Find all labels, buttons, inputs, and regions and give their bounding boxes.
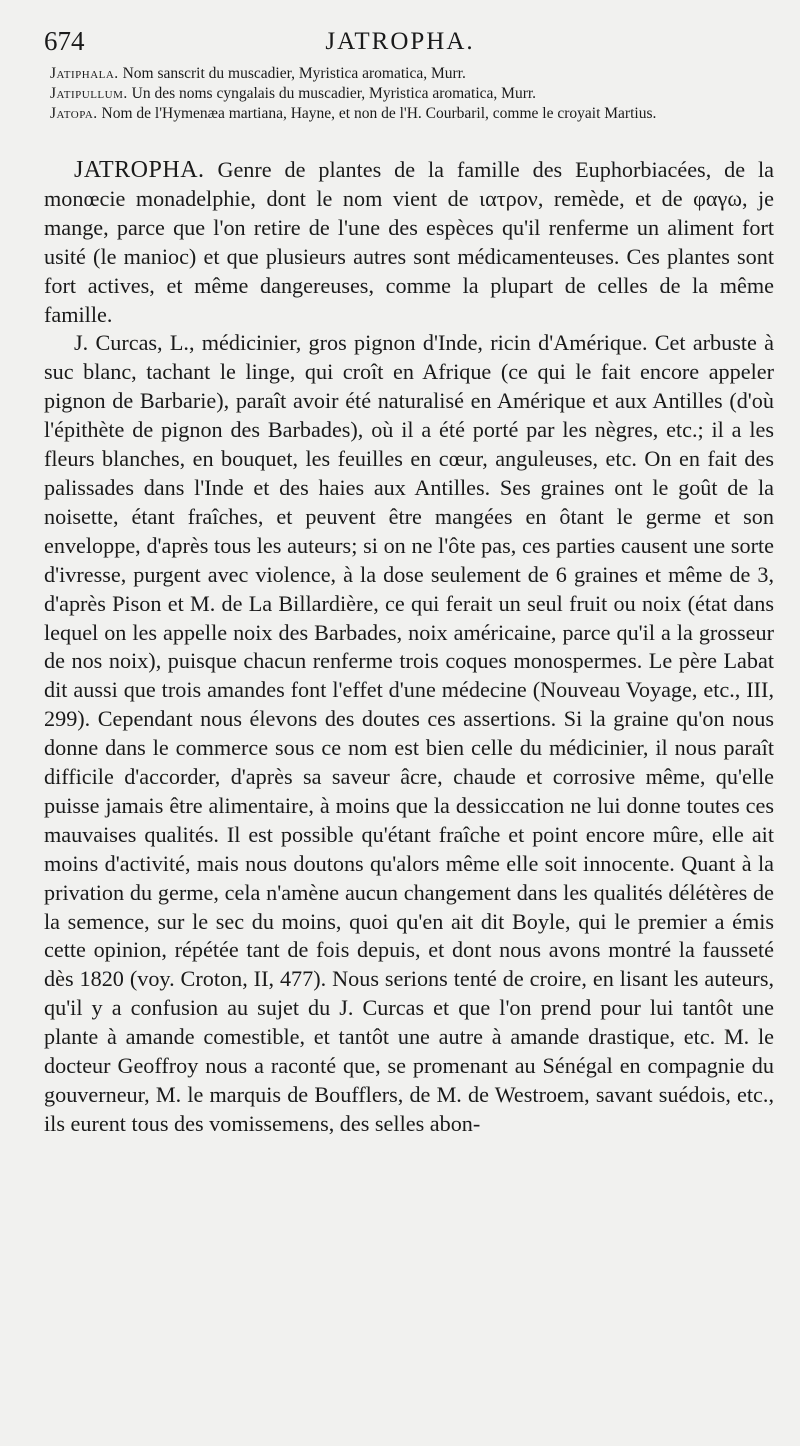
entry-term: Jatiphala. (50, 65, 119, 82)
paragraph-genre (44, 156, 774, 329)
paragraph-text: Genre de plantes de la famille des Euphorbiacées, de la monœcie monadelphie, dont le nom vient de ιατρον, remède, et de φαγω, je mange, parce que l'on retire de l'une des espèces qu'il renferme un aliment fort usité (le manioc) et que plusieurs autres sont médicamenteuses. Ces plantes sont fort actives, et même dangereuses, comme la plupart de celles de la même famille. (44, 157, 774, 327)
entry-jatiphala (50, 64, 770, 84)
entry-text: Nom sanscrit du muscadier, Myristica aromatica, Murr. (122, 65, 466, 82)
main-entry-jatropha (44, 156, 774, 1139)
entry-jatipullum (50, 84, 770, 104)
minor-entries (50, 64, 770, 124)
entry-term: Jatopa. (50, 105, 98, 122)
entry-term: Jatipullum. (50, 85, 128, 102)
paragraph-curcas: J. Curcas, L., médicinier, gros pignon d'Inde, ricin d'Amérique. Cet arbuste à suc blanc, tachant le linge, qui croît en Afrique (ce qui le fait encore appeler pignon de Barbarie), paraît avoir été naturalisé en Amérique et aux Antilles (d'où l'épithète de pignon des Barbades), où il a été porté par les nègres, etc.; il a les fleurs blanches, en bouquet, les feuilles en cœur, anguleuses, etc. On en fait des palissades dans l'Inde et des haies aux Antilles. Ses graines ont le goût de la noisette, étant fraîches, et peuvent être mangées en ôtant le germe et son enveloppe, d'après tous les auteurs; si on ne l'ôte pas, ces parties causent une sorte d'ivresse, purgent avec violence, à la dose seulement de 6 graines et même de 3, d'après Pison et M. de La Billardière, ce qui ferait un seul fruit ou noix (état dans lequel on les appelle noix des Barbades, noix américaine, parce qu'il a la grosseur de nos noix), puisque chacun renferme trois coques monospermes. Le père Labat dit aussi que trois amandes font l'effet d'une médecine (Nouveau Voyage, etc., III, 299). Cependant nous élevons des doutes ces assertions. Si la graine qu'on nous donne dans le commerce sous ce nom est bien celle du médicinier, il nous paraît difficile d'accorder, d'après sa saveur âcre, chaude et corrosive même, qu'elle puisse jamais être alimentaire, à moins que la dessiccation ne lui donne toutes ces mauvaises qualités. Il est possible qu'étant fraîche et point encore mûre, elle ait moins d'activité, mais nous doutons qu'alors même elle soit innocente. Quant à la privation du germe, cela n'amène aucun changement dans les qualités délétères de la semence, sur le sec du moins, quoi qu'en ait dit Boyle, qui le premier a émis cette opinion, répétée tant de fois depuis, et dont nous avons montré la fausseté dès 1820 (voy. Croton, II, 477). Nous serions tenté de croire, en lisant les auteurs, qu'il y a confusion au sujet du J. Curcas et que l'on prend pour lui tantôt une plante à amande comestible, et tantôt une autre à amande drastique, etc. M. le docteur Geoffroy nous a raconté que, se promenant au Sénégal en compagnie du gouverneur, M. le marquis de Boufflers, de M. de Westroem, savant suédois, etc., ils eurent tous des vomissemens, des selles abon- (44, 330, 774, 1136)
page-number: 674 (44, 26, 85, 56)
page-header (44, 26, 756, 66)
running-title: JATROPHA. (325, 28, 475, 55)
entry-text: Nom de l'Hymenæa martiana, Hayne, et non de l'H. Courbaril, comme le croyait Martius. (101, 105, 657, 122)
entry-text: Un des noms cyngalais du muscadier, Myristica aromatica, Murr. (131, 85, 537, 102)
entry-jatopa (50, 104, 770, 124)
main-entry-term: JATROPHA. (74, 157, 205, 183)
